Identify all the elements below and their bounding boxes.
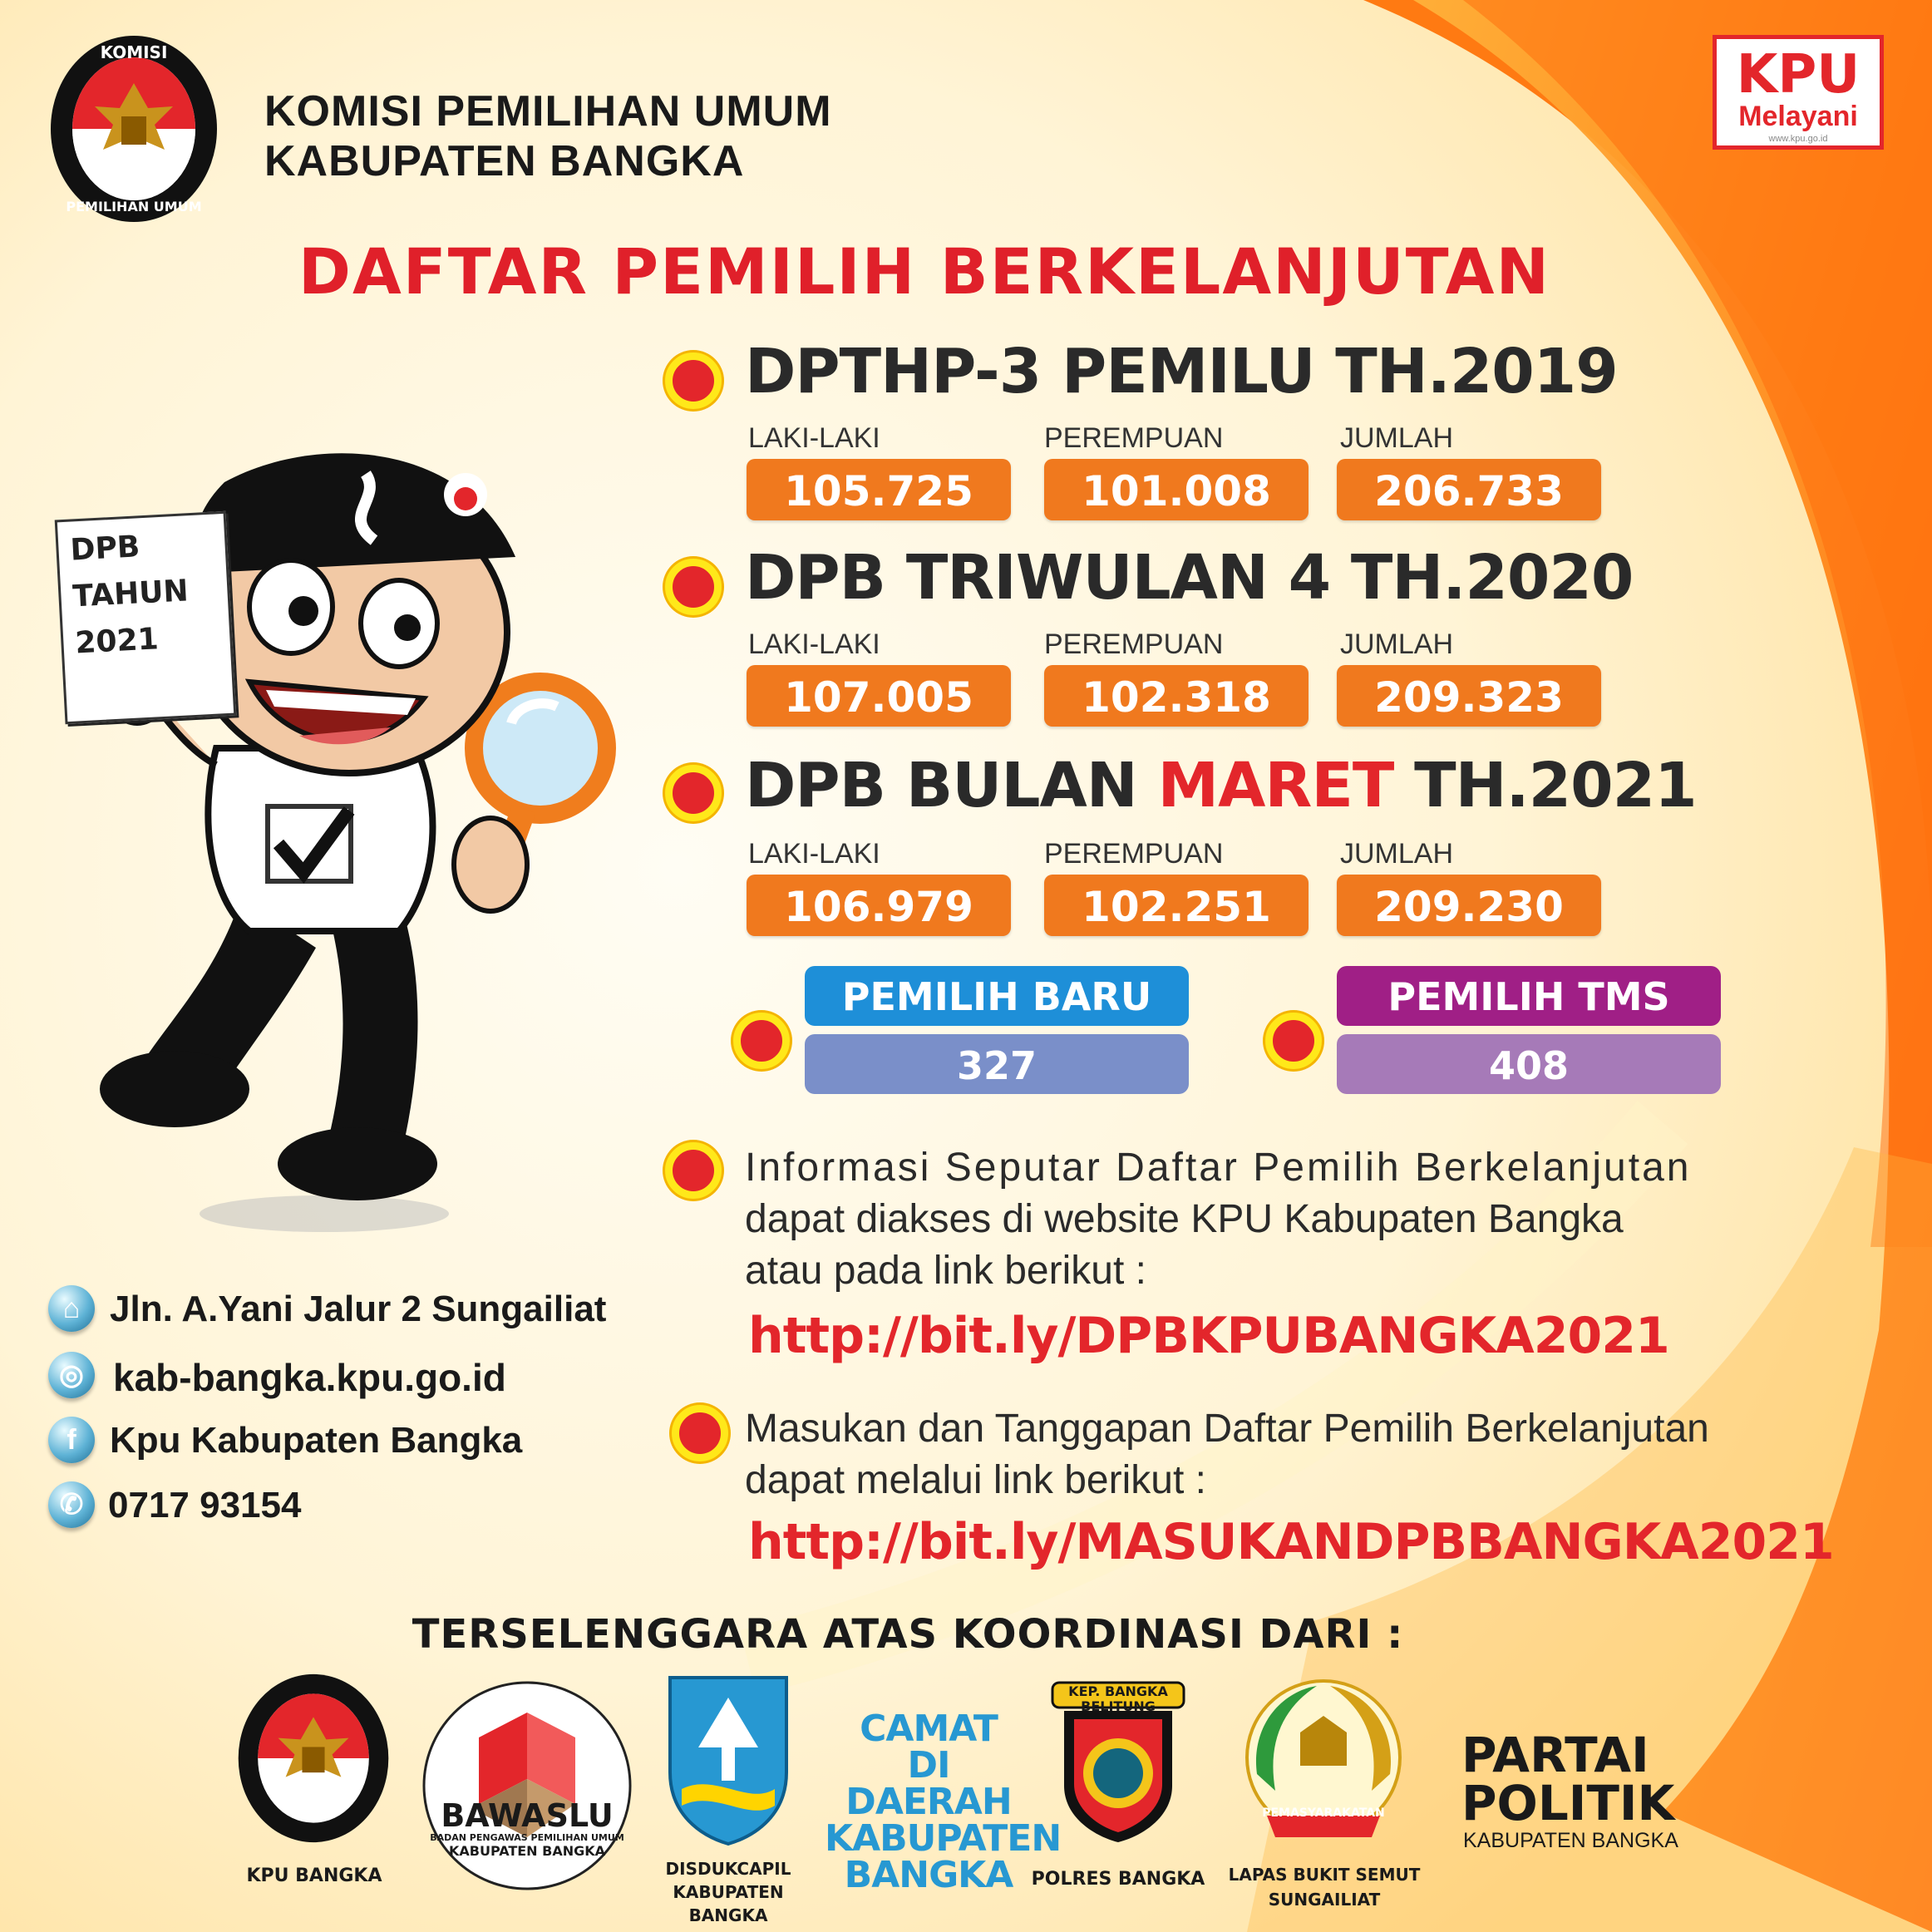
section3-title-highlight: MARET bbox=[1157, 750, 1394, 821]
section1-value-total: 206.733 bbox=[1337, 459, 1601, 520]
info-p1-line3: atau pada link berikut : bbox=[745, 1249, 1146, 1293]
info-p1-line2: dapat diakses di website KPU Kabupaten Bangka bbox=[745, 1197, 1624, 1241]
bullet-icon bbox=[665, 765, 722, 821]
kpu-logo-icon bbox=[48, 33, 219, 224]
info-paragraph2 bbox=[745, 1403, 1709, 1506]
section3-label-female: PEREMPUAN bbox=[1044, 838, 1224, 870]
badge-kpu-text: KPU bbox=[1736, 44, 1861, 106]
lapas-logo-icon bbox=[1234, 1674, 1413, 1857]
section1-title: DPTHP-3 PEMILU TH.2019 bbox=[745, 336, 1618, 407]
info-p2-line1: Masukan dan Tanggapan Daftar Pemilih Berkelanjutan bbox=[745, 1407, 1709, 1451]
lapas-banner-text: PEMASYARAKATAN bbox=[1262, 1806, 1385, 1820]
badge-melayani-text: Melayani bbox=[1738, 101, 1858, 132]
website-text[interactable]: kab-bangka.kpu.go.id bbox=[113, 1356, 506, 1399]
phone-text: 0717 93154 bbox=[108, 1485, 302, 1525]
bawaslu-sub2: KABUPATEN BANGKA bbox=[448, 1843, 606, 1859]
bullet-icon bbox=[672, 1405, 728, 1461]
disdukcapil-caption bbox=[640, 1857, 816, 1927]
disdukcapil-line1: DISDUKCAPIL bbox=[665, 1859, 791, 1879]
section2-label-total: JUMLAH bbox=[1340, 628, 1454, 660]
bawaslu-logo-icon bbox=[421, 1679, 633, 1892]
section2-value-female: 102.318 bbox=[1044, 665, 1309, 727]
bullet-icon bbox=[665, 559, 722, 615]
bullet-icon bbox=[665, 1142, 722, 1199]
phone-icon: ✆ bbox=[48, 1481, 95, 1528]
partai-line1: PARTAI bbox=[1461, 1727, 1649, 1783]
lapas-line2: SUNGAILIAT bbox=[1268, 1890, 1381, 1910]
dpb-card bbox=[55, 511, 237, 724]
polres-caption: POLRES BANGKA bbox=[1031, 1869, 1205, 1890]
camat-line2: DI DAERAH bbox=[845, 1744, 1012, 1823]
masukan-link[interactable]: http://bit.ly/MASUKANDPBBANGKA2021 bbox=[748, 1513, 1834, 1571]
org-name-line2: KABUPATEN BANGKA bbox=[264, 137, 745, 185]
pemilih-tms-value: 408 bbox=[1337, 1034, 1721, 1094]
logo-text-top: KOMISI bbox=[100, 42, 168, 62]
card-line2: TAHUN bbox=[71, 574, 190, 614]
info-p1-line1: Informasi Seputar Daftar Pemilih Berkelanjutan bbox=[745, 1146, 1692, 1190]
section3-value-total: 209.230 bbox=[1337, 875, 1601, 936]
kpu-bangka-caption: KPU BANGKA bbox=[246, 1865, 382, 1886]
section1-value-male: 105.725 bbox=[747, 459, 1011, 520]
pemilih-tms-label: PEMILIH TMS bbox=[1337, 966, 1721, 1026]
dpb-link[interactable]: http://bit.ly/DPBKPUBANGKA2021 bbox=[748, 1307, 1669, 1365]
bawaslu-text: BAWASLU bbox=[441, 1797, 614, 1834]
section2-label-female: PEREMPUAN bbox=[1044, 628, 1224, 660]
main-title: DAFTAR PEMILIH BERKELANJUTAN bbox=[298, 234, 1551, 308]
kpu-melayani-badge bbox=[1713, 35, 1884, 150]
lapas-line1: LAPAS BUKIT SEMUT bbox=[1228, 1865, 1421, 1885]
pemilih-baru-value: 327 bbox=[805, 1034, 1189, 1094]
section3-value-female: 102.251 bbox=[1044, 875, 1309, 936]
section3-title bbox=[745, 750, 1697, 821]
polres-banner-text: KEP. BANGKA BELITUNG bbox=[1068, 1683, 1168, 1714]
globe-icon: ◎ bbox=[48, 1352, 95, 1398]
footer-title: TERSELENGGARA ATAS KOORDINASI DARI : bbox=[412, 1611, 1404, 1658]
partai-line3: KABUPATEN BANGKA bbox=[1463, 1829, 1678, 1852]
camat-line4: BANGKA bbox=[844, 1854, 1013, 1896]
section2-title: DPB TRIWULAN 4 TH.2020 bbox=[745, 542, 1634, 614]
pemilih-baru-label: PEMILIH BARU bbox=[805, 966, 1189, 1026]
section2-value-total: 209.323 bbox=[1337, 665, 1601, 727]
section3-value-male: 106.979 bbox=[747, 875, 1011, 936]
section1-label-male: LAKI-LAKI bbox=[748, 422, 880, 454]
bullet-icon bbox=[665, 352, 722, 409]
logo-text-bottom: PEMILIHAN UMUM bbox=[66, 199, 202, 214]
section2-label-male: LAKI-LAKI bbox=[748, 628, 880, 660]
info-paragraph1 bbox=[745, 1142, 1691, 1297]
org-name-line1: KOMISI PEMILIHAN UMUM bbox=[264, 87, 832, 136]
kpu-footer-logo-icon bbox=[236, 1671, 391, 1846]
bawaslu-sub1: BADAN PENGAWAS PEMILIHAN UMUM bbox=[430, 1832, 624, 1843]
disdukcapil-logo-icon bbox=[665, 1673, 791, 1847]
address-text: Jln. A.Yani Jalur 2 Sungailiat bbox=[110, 1289, 607, 1329]
home-icon: ⌂ bbox=[48, 1285, 95, 1332]
lapas-caption bbox=[1215, 1862, 1433, 1912]
facebook-text[interactable]: Kpu Kabupaten Bangka bbox=[110, 1420, 523, 1461]
section1-label-female: PEREMPUAN bbox=[1044, 422, 1224, 454]
camat-line1: CAMAT bbox=[860, 1708, 998, 1750]
section2-value-male: 107.005 bbox=[747, 665, 1011, 727]
bullet-icon bbox=[1265, 1013, 1322, 1069]
section3-title-pre: DPB BULAN bbox=[745, 750, 1158, 821]
info-p2-line2: dapat melalui link berikut : bbox=[745, 1458, 1206, 1502]
section3-label-total: JUMLAH bbox=[1340, 838, 1454, 870]
section3-label-male: LAKI-LAKI bbox=[748, 838, 880, 870]
section3-title-post: TH.2021 bbox=[1393, 750, 1697, 821]
section1-label-total: JUMLAH bbox=[1340, 422, 1454, 454]
section1-value-female: 101.008 bbox=[1044, 459, 1309, 520]
facebook-icon: f bbox=[48, 1417, 95, 1463]
camat-line3: KABUPATEN bbox=[825, 1817, 1062, 1860]
card-line3: 2021 bbox=[74, 622, 160, 661]
bullet-icon bbox=[733, 1013, 790, 1069]
disdukcapil-line2: KABUPATEN BANGKA bbox=[673, 1882, 784, 1925]
partai-line2: POLITIK bbox=[1461, 1775, 1675, 1831]
card-line1: DPB bbox=[69, 530, 141, 568]
camat-text bbox=[825, 1708, 1062, 1896]
badge-site-text: www.kpu.go.id bbox=[1768, 134, 1828, 144]
